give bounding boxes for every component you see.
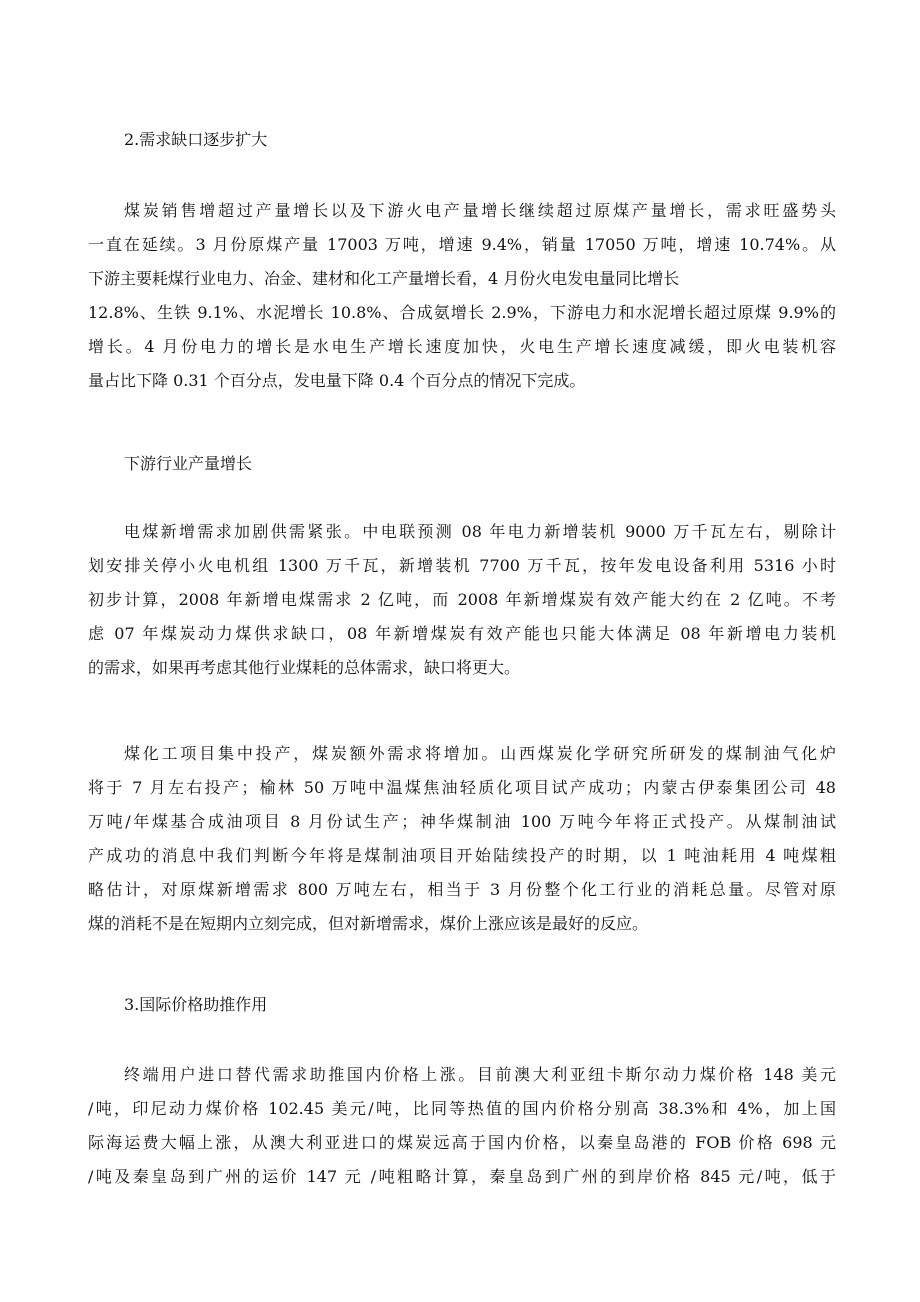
section-heading-international-price: 3.国际价格助推作用 <box>124 995 268 1014</box>
paragraph-line: 虑 07 年煤炭动力煤供求缺口，08 年新增煤炭有效产能也只能大体满足 08 年新增电力装机 <box>88 624 836 643</box>
paragraph-line: 煤的消耗不是在短期内立刻完成，但对新增需求，煤价上涨应该是最好的反应。 <box>88 914 649 933</box>
section-heading-demand-gap: 2.需求缺口逐步扩大 <box>124 130 268 149</box>
paragraph-line: 电煤新增需求加剧供需紧张。中电联预测 08 年电力新增装机 9000 万千瓦左右，剔除计 <box>124 522 836 541</box>
paragraph-line: 产成功的消息中我们判断今年将是煤制油项目开始陆续投产的时期，以 1 吨油耗用 4 吨煤粗 <box>88 846 836 865</box>
paragraph-line: 12.8%、生铁 9.1%、水泥增长 10.8%、合成氨增长 2.9%，下游电力和水泥增长超过原煤 9.9%的 <box>88 303 836 322</box>
paragraph-line: 的需求，如果再考虑其他行业煤耗的总体需求，缺口将更大。 <box>88 658 521 677</box>
section-heading-downstream: 下游行业产量增长 <box>124 454 253 473</box>
paragraph-line: 初步计算，2008 年新增电煤需求 2 亿吨，而 2008 年新增煤炭有效产能大约在 2 亿吨。不考 <box>88 590 836 609</box>
paragraph-line: 将于 7 月左右投产；榆林 50 万吨中温煤焦油轻质化项目试产成功；内蒙古伊泰集团公司 48 <box>88 778 836 797</box>
paragraph-line: 下游主要耗煤行业电力、冶金、建材和化工产量增长看，4 月份火电发电量同比增长 <box>88 269 680 288</box>
paragraph-line: 万吨/年煤基合成油项目 8 月份试生产；神华煤制油 100 万吨今年将正式投产。从煤制油试 <box>88 812 836 831</box>
paragraph-line: 略估计，对原煤新增需求 800 万吨左右，相当于 3 月份整个化工行业的消耗总量。尽管对原 <box>88 880 836 899</box>
paragraph-line: 煤炭销售增超过产量增长以及下游火电产量增长继续超过原煤产量增长，需求旺盛势头 <box>124 201 836 220</box>
paragraph-line: 际海运费大幅上涨，从澳大利亚进口的煤炭远高于国内价格，以秦皇岛港的 FOB 价格 698 元 <box>88 1133 836 1152</box>
paragraph-line: 煤化工项目集中投产，煤炭额外需求将增加。山西煤炭化学研究所研发的煤制油气化炉 <box>124 744 836 763</box>
paragraph-line: 增长。4 月份电力的增长是水电生产增长速度加快，火电生产增长速度减缓，即火电装机容 <box>88 337 836 356</box>
paragraph-import-substitution <box>88 1058 836 1194</box>
paragraph-line: /吨及秦皇岛到广州的运价 147 元 /吨粗略计算，秦皇岛到广州的到岸价格 845 元/吨，低于 <box>88 1167 836 1186</box>
paragraph-line: 一直在延续。3 月份原煤产量 17003 万吨，增速 9.4%，销量 17050 万吨，增速 10.74%。从 <box>88 235 836 254</box>
paragraph-coal-sales <box>88 194 836 398</box>
paragraph-power-coal-demand <box>88 515 836 685</box>
paragraph-line: 终端用户进口替代需求助推国内价格上涨。目前澳大利亚纽卡斯尔动力煤价格 148 美元 <box>124 1065 836 1084</box>
paragraph-line: 划安排关停小火电机组 1300 万千瓦，新增装机 7700 万千瓦，按年发电设备利用 5316 小时 <box>88 556 836 575</box>
paragraph-line: /吨，印尼动力煤价格 102.45 美元/吨，比同等热值的国内价格分别高 38.3%和 4%，加上国 <box>88 1099 836 1118</box>
paragraph-coal-chemical <box>88 737 836 941</box>
paragraph-line: 量占比下降 0.31 个百分点，发电量下降 0.4 个百分点的情况下完成。 <box>88 371 586 390</box>
